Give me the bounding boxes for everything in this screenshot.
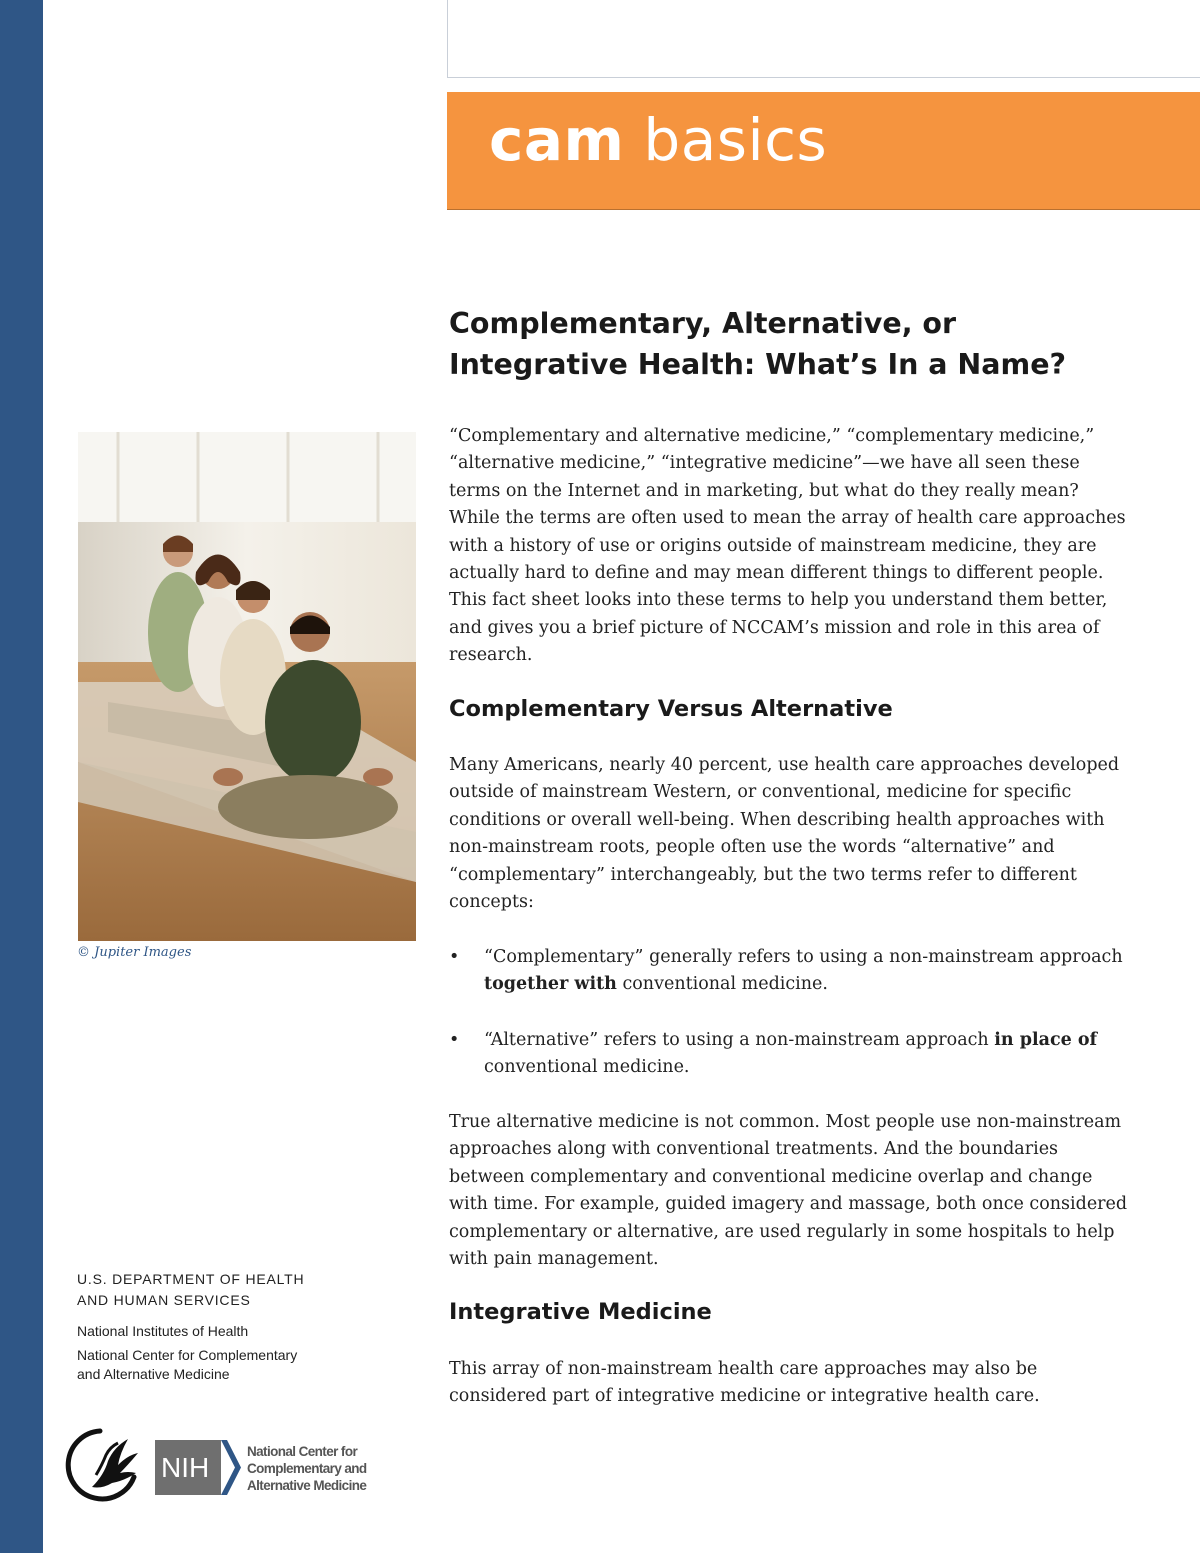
nccam-name-line-1: National Center for Complementary <box>77 1347 298 1363</box>
left-color-bar <box>0 0 43 1553</box>
hhs-department-name <box>77 1269 377 1311</box>
nccam-name-line-2: and Alternative Medicine <box>77 1366 230 1382</box>
header-rule-horizontal <box>447 77 1200 78</box>
nccam-logo-line-2: Complementary and <box>247 1461 367 1476</box>
cam-basics-banner <box>447 92 1200 210</box>
nccam-logo-line-3: Alternative Medicine <box>247 1478 367 1493</box>
banner-title-light: basics <box>624 106 828 174</box>
section1-paragraph-2: True alternative medicine is not common. Most people use non-mainstream approaches along with conventional treatments. And the boundaries between complementary and conventional medicine overlap and change with time. For example, guided imagery and massage, both once considered complementary or alternative, are used regularly in some hospitals to help with pain management. <box>449 1112 1128 1270</box>
nccam-name <box>77 1346 377 1384</box>
nih-name: National Institutes of Health <box>77 1323 249 1339</box>
bullet-dot-icon: • <box>449 1030 460 1050</box>
header-rule-vertical <box>447 0 448 78</box>
yoga-meditation-photo <box>78 432 416 941</box>
bullet-complementary-text-end: conventional medicine. <box>616 974 828 995</box>
bullet-complementary <box>449 944 1129 999</box>
bullet-alternative-emphasis: in place of <box>994 1030 1098 1050</box>
bullet-dot-icon: • <box>449 947 460 967</box>
hhs-eagle-logo-icon <box>62 1425 142 1505</box>
nih-logo-box: NIH <box>155 1440 221 1495</box>
page-title-line-2: Integrative Health: What’s In a Name? <box>449 348 1067 381</box>
banner-title-bold: cam <box>489 106 625 174</box>
hhs-department-line-1: U.S. DEPARTMENT OF HEALTH <box>77 1271 305 1287</box>
bullet-alternative-text-start: “Alternative” refers to using a non-mainstream approach <box>484 1030 995 1050</box>
nih-arrow-icon <box>221 1440 241 1495</box>
bullet-alternative-text-end: conventional medicine. <box>484 1057 690 1078</box>
banner-title <box>489 106 827 174</box>
section1-paragraph-1: Many Americans, nearly 40 percent, use health care approaches developed outside of mainstream Western, or conventional, medicine for specific conditions or overall well-being. When describing health approaches with non-mainstream roots, people often use the words “alternative” and “complementary” interchangeably, but the two terms refer to different concepts: <box>449 755 1120 913</box>
section-heading-complementary-vs-alternative: Complementary Versus Alternative <box>449 696 893 722</box>
bullet-complementary-emphasis: together with <box>484 974 617 995</box>
bullet-complementary-text-start: “Complementary” generally refers to using a non-mainstream approach <box>484 947 1123 967</box>
hhs-department-line-2: AND HUMAN SERVICES <box>77 1292 251 1308</box>
nccam-logo-text <box>247 1443 407 1494</box>
bullet-alternative-text <box>484 1027 1129 1082</box>
section-heading-integrative-medicine: Integrative Medicine <box>449 1299 712 1325</box>
section2-paragraph-1: This array of non-mainstream health care approaches may also be considered part of integrative medicine or integrative health care. <box>449 1359 1040 1407</box>
bullet-complementary-text <box>484 944 1129 999</box>
page-title-line-1: Complementary, Alternative, or <box>449 307 957 340</box>
page-title <box>449 303 1169 385</box>
nccam-logo-line-1: National Center for <box>247 1444 358 1459</box>
bullet-alternative <box>449 1027 1129 1082</box>
yoga-photo-illustration <box>78 432 416 941</box>
photo-caption: © Jupiter Images <box>77 945 192 960</box>
intro-paragraph: “Complementary and alternative medicine,” “complementary medicine,” “alternative medicine,” “integrative medicine”—we have all seen these terms on the Internet and in marketing, but what do they really mean? While the terms are often used to mean the array of health care approaches with a history of use or origins outside of mainstream medicine, they are actually hard to define and may mean different things to different people. This fact sheet looks into these terms to help you understand them better, and gives you a brief picture of NCCAM’s mission and role in this area of research. <box>449 426 1126 666</box>
